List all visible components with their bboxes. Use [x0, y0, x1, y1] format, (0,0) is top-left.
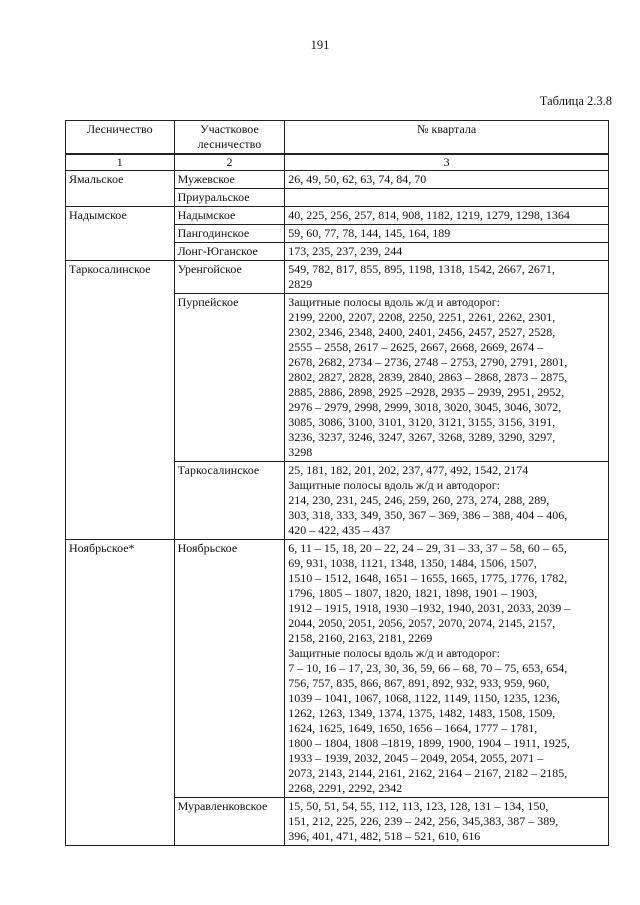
- quarters-line: 15, 50, 51, 54, 55, 112, 113, 123, 128, 131 – 134, 150,: [288, 799, 549, 813]
- column-number-row: [66, 154, 609, 171]
- quarters-line: 2199, 2200, 2207, 2208, 2250, 2251, 2261, 2262, 2301,: [288, 310, 556, 324]
- column-number: 1: [66, 154, 175, 171]
- quarters-line: 1510 – 1512, 1648, 1651 – 1655, 1665, 1775, 1776, 1782,: [288, 571, 568, 585]
- header-forestry: Лесничество: [66, 121, 175, 155]
- quarters-line: 214, 230, 231, 245, 246, 259, 260, 273, 274, 288, 289,: [288, 493, 550, 507]
- quarters-line: 1624, 1625, 1649, 1650, 1656 – 1664, 1777 – 1781,: [288, 721, 538, 735]
- quarters-line: 3236, 3237, 3246, 3247, 3267, 3268, 3289, 3290, 3297,: [288, 430, 556, 444]
- quarters-line: 1262, 1263, 1349, 1374, 1375, 1482, 1483, 1508, 1509,: [288, 706, 556, 720]
- quarters-line: 173, 235, 237, 239, 244: [288, 244, 403, 258]
- district-cell: Лонг-Юганское: [174, 243, 285, 261]
- column-number: 2: [174, 154, 285, 171]
- quarters-cell: [285, 540, 609, 798]
- quarters-line: 2268, 2291, 2292, 2342: [288, 781, 403, 795]
- quarters-line: 1039 – 1041, 1067, 1068, 1122, 1149, 1150, 1235, 1236,: [288, 691, 560, 705]
- forestry-cell: Надымское: [66, 207, 175, 261]
- quarters-line: 3298: [288, 445, 313, 459]
- quarters-line: 25, 181, 182, 201, 202, 237, 477, 492, 1542, 2174: [288, 463, 529, 477]
- quarters-line: 2073, 2143, 2144, 2161, 2162, 2164 – 2167, 2182 – 2185,: [288, 766, 568, 780]
- quarters-line: 303, 318, 333, 349, 350, 367 – 369, 386 – 388, 404 – 406,: [288, 508, 568, 522]
- forestry-quarters-table: [65, 120, 609, 846]
- quarters-line: Защитные полосы вдоль ж/д и автодорог:: [288, 295, 500, 309]
- column-number: 3: [285, 154, 609, 171]
- header-district-line: Участковое: [200, 122, 259, 136]
- quarters-line: 69, 931, 1038, 1121, 1348, 1350, 1484, 1506, 1507,: [288, 556, 537, 570]
- quarters-cell: [285, 243, 609, 261]
- quarters-line: 40, 225, 256, 257, 814, 908, 1182, 1219, 1279, 1298, 1364: [288, 208, 570, 222]
- quarters-line: 1800 – 1804, 1808 –1819, 1899, 1900, 1904 – 1911, 1925,: [288, 736, 570, 750]
- quarters-line: 151, 212, 225, 226, 239 – 242, 256, 345,383, 387 – 389,: [288, 814, 559, 828]
- table-row: [66, 261, 609, 294]
- quarters-cell: [285, 294, 609, 462]
- district-cell: Ноябрьское: [174, 540, 285, 798]
- quarters-line: Защитные полосы вдоль ж/д и автодорог:: [288, 478, 500, 492]
- quarters-line: 26, 49, 50, 62, 63, 74, 84, 70: [288, 172, 427, 186]
- header-district-line: лесничество: [197, 137, 262, 151]
- table-caption: Таблица 2.3.8: [539, 94, 612, 108]
- quarters-line: 2158, 2160, 2163, 2181, 2269: [288, 631, 433, 645]
- district-cell: Уренгойское: [174, 261, 285, 294]
- quarters-cell: [285, 462, 609, 540]
- district-cell: Таркосалинское: [174, 462, 285, 540]
- quarters-line: 756, 757, 835, 866, 867, 891, 892, 932, 933, 959, 960,: [288, 676, 550, 690]
- quarters-line: 59, 60, 77, 78, 144, 145, 164, 189: [288, 226, 451, 240]
- quarters-cell: [285, 261, 609, 294]
- table-row: [66, 207, 609, 225]
- quarters-cell: [285, 225, 609, 243]
- quarters-line: 2829: [288, 277, 313, 291]
- table-row: [66, 540, 609, 798]
- quarters-line: 2044, 2050, 2051, 2056, 2057, 2070, 2074, 2145, 2157,: [288, 616, 556, 630]
- quarters-line: 2976 – 2979, 2998, 2999, 3018, 3020, 3045, 3046, 3072,: [288, 400, 562, 414]
- quarters-line: 6, 11 – 15, 18, 20 – 22, 24 – 29, 31 – 33, 37 – 58, 60 – 65,: [288, 541, 567, 555]
- forestry-cell: Таркосалинское: [66, 261, 175, 540]
- quarters-line: 1796, 1805 – 1807, 1820, 1821, 1898, 1901 – 1903,: [288, 586, 538, 600]
- quarters-line: 420 – 422, 435 – 437: [288, 523, 391, 537]
- table-row: [66, 171, 609, 189]
- quarters-line: 2885, 2886, 2898, 2925 –2928, 2935 – 2939, 2951, 2952,: [288, 385, 565, 399]
- header-row: [66, 121, 609, 155]
- quarters-line: 3085, 3086, 3100, 3101, 3120, 3121, 3155, 3156, 3191,: [288, 415, 556, 429]
- quarters-cell: [285, 189, 609, 207]
- quarters-cell: [285, 207, 609, 225]
- quarters-cell: [285, 171, 609, 189]
- district-cell: Пангодинское: [174, 225, 285, 243]
- forestry-cell: Ямальское: [66, 171, 175, 207]
- quarters-line: 2678, 2682, 2734 – 2736, 2748 – 2753, 2790, 2791, 2801,: [288, 355, 568, 369]
- district-cell: Пурпейское: [174, 294, 285, 462]
- district-cell: Надымское: [174, 207, 285, 225]
- quarters-cell: [285, 798, 609, 846]
- quarters-line: 1912 – 1915, 1918, 1930 –1932, 1940, 2031, 2033, 2039 –: [288, 601, 571, 615]
- quarters-line: 2555 – 2558, 2617 – 2625, 2667, 2668, 2669, 2674 –: [288, 340, 544, 354]
- quarters-line: 1933 – 1939, 2032, 2045 – 2049, 2054, 2055, 2071 –: [288, 751, 544, 765]
- district-cell: Приуральское: [174, 189, 285, 207]
- quarters-line: 2302, 2346, 2348, 2400, 2401, 2456, 2457, 2527, 2528,: [288, 325, 556, 339]
- page-number: 191: [310, 38, 330, 52]
- quarters-line: Защитные полосы вдоль ж/д и автодорог:: [288, 646, 500, 660]
- quarters-line: 396, 401, 471, 482, 518 – 521, 610, 616: [288, 829, 481, 843]
- forestry-cell: Ноябрьское*: [66, 540, 175, 846]
- quarters-line: 7 – 10, 16 – 17, 23, 30, 36, 59, 66 – 68, 70 – 75, 653, 654,: [288, 661, 568, 675]
- district-cell: Муравленковское: [174, 798, 285, 846]
- quarters-line: 2802, 2827, 2828, 2839, 2840, 2863 – 2868, 2873 – 2875,: [288, 370, 568, 384]
- header-quarter: № квартала: [285, 121, 609, 155]
- header-district: [174, 121, 285, 155]
- quarters-line: 549, 782, 817, 855, 895, 1198, 1318, 1542, 2667, 2671,: [288, 262, 555, 276]
- district-cell: Мужевское: [174, 171, 285, 189]
